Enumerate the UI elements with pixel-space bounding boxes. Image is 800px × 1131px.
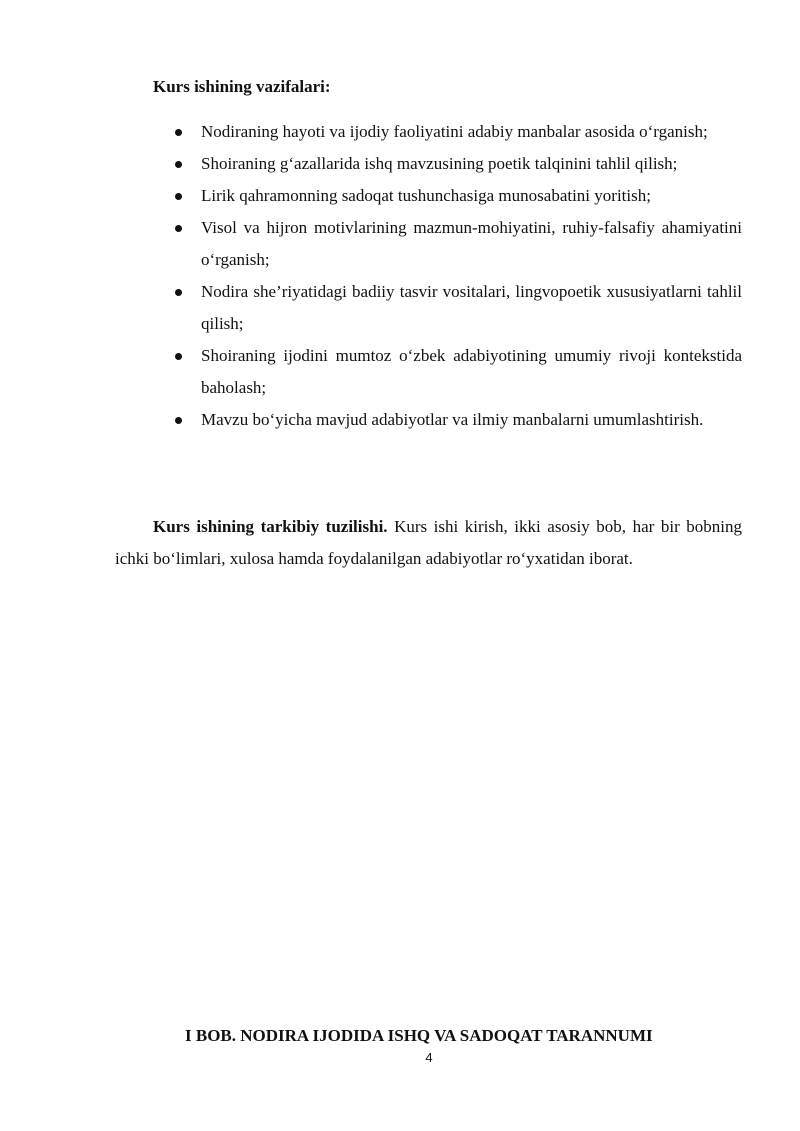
list-item-text: Nodira she’riyatidagi badiiy tasvir vositalari, lingvopoetik xususiyatlarni tahlil qilish; [201,282,742,333]
bullet-icon [175,289,182,296]
list-item-text: Lirik qahramonning sadoqat tushunchasiga munosabatini yoritish; [201,186,651,205]
section-heading: Kurs ishining vazifalari: [153,77,331,96]
list-item [175,116,742,148]
chapter-title: I BOB. NODIRA IJODIDA ISHQ VA SADOQAT TARANNUMI [185,1026,653,1045]
bullet-icon [175,161,182,168]
list-item [175,340,742,404]
list-item [175,212,742,276]
structure-paragraph [115,511,742,575]
page-number: 4 [425,1050,433,1065]
list-item [175,404,742,436]
list-item [175,276,742,340]
bullet-icon [175,417,182,424]
list-item [175,148,742,180]
paragraph-text: Kurs ishi kirish, ikki asosiy bob, har bir bobning ichki bo‘limlari, xulosa hamda foydalanilgan adabiyotlar ro‘yxatidan iborat. [115,517,742,568]
bullet-icon [175,353,182,360]
bullet-icon [175,129,182,136]
bullet-icon [175,225,182,232]
list-item-text: Shoiraning g‘azallarida ishq mavzusining poetik talqinini tahlil qilish; [201,154,678,173]
list-item [175,180,742,212]
paragraph-lead: Kurs ishining tarkibiy tuzilishi. [153,517,388,536]
list-item-text: Visol va hijron motivlarining mazmun-mohiyatini, ruhiy-falsafiy ahamiyatini o‘rganish; [201,218,742,269]
list-item-text: Nodiraning hayoti va ijodiy faoliyatini adabiy manbalar asosida o‘rganish; [201,122,708,141]
task-list [175,116,742,436]
list-item-text: Shoiraning ijodini mumtoz o‘zbek adabiyotining umumiy rivoji kontekstida baholash; [201,346,742,397]
bullet-icon [175,193,182,200]
list-item-text: Mavzu bo‘yicha mavjud adabiyotlar va ilmiy manbalarni umumlashtirish. [201,410,704,429]
